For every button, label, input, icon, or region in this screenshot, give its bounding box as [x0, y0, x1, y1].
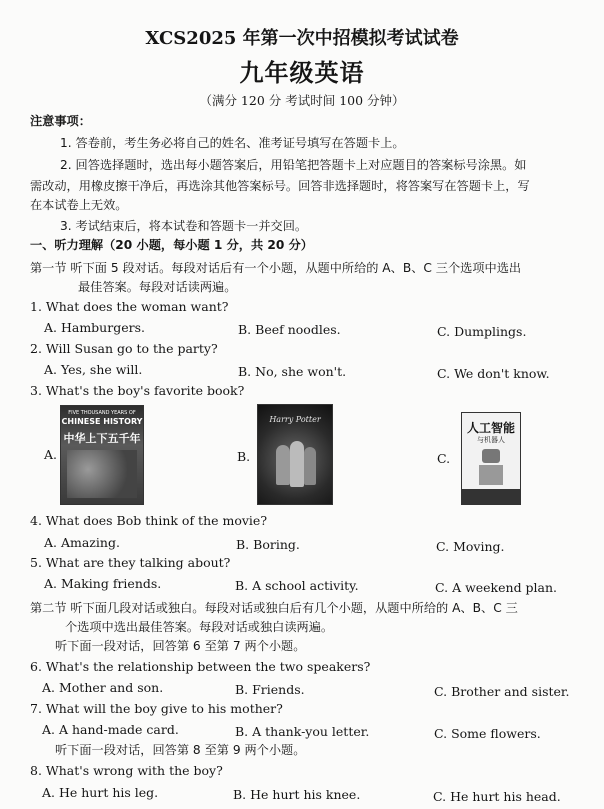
q4-option-b[interactable]: B. Boring. [236, 537, 300, 552]
part2-instructions-line2: 个选项中选出最佳答案。每段对话或独白读两遍。 [65, 620, 334, 634]
q8-option-a[interactable]: A. He hurt his leg. [42, 785, 159, 800]
question-6: 6. What's the relationship between the two speakers? [30, 659, 371, 674]
question-7: 7. What will the boy give to his mother? [30, 701, 283, 716]
book-a-cover-image[interactable] [60, 405, 144, 505]
question-5: 5. What are they talking about? [30, 555, 231, 570]
section1-heading: 一、听力理解（20 小题，每小题 1 分，共 20 分） [30, 238, 313, 252]
notes-heading: 注意事项： [30, 114, 91, 128]
book-b-figure-3 [304, 447, 316, 485]
q1-option-a[interactable]: A. Hamburgers. [44, 320, 145, 335]
question-8: 8. What's wrong with the boy? [30, 763, 223, 778]
q1-option-b[interactable]: B. Beef noodles. [238, 322, 341, 337]
q6-option-c[interactable]: C. Brother and sister. [434, 684, 570, 699]
book-a-top-text: FIVE THOUSAND YEARS OF [68, 410, 136, 416]
book-b-figure-2 [290, 441, 304, 487]
note-2-line3: 在本试卷上无效。 [30, 198, 128, 212]
q5-option-a[interactable]: A. Making friends. [44, 576, 162, 591]
q4-option-c[interactable]: C. Moving. [436, 539, 505, 554]
q5-option-b[interactable]: B. A school activity. [235, 578, 359, 593]
part1-instructions-line1: 第一节 听下面 5 段对话。每段对话后有一个小题，从题中所给的 A、B、C 三个选项中选出 [30, 261, 522, 275]
q7-option-c[interactable]: C. Some flowers. [434, 726, 541, 741]
book-a-chinese-title: 中华上下五千年 [63, 432, 141, 445]
note-3: 3. 考试结束后，将本试卷和答题卡一并交回。 [60, 219, 308, 233]
q2-option-b[interactable]: B. No, she won't. [238, 364, 347, 379]
q3-option-a[interactable]: A. [44, 447, 58, 462]
q3-option-c[interactable]: C. [437, 451, 451, 466]
q8-option-c[interactable]: C. He hurt his head. [433, 789, 561, 804]
book-c-subtitle: 与机器人 [477, 436, 505, 444]
lead-q8-q9: 听下面一段对话，回答第 8 至第 9 两个小题。 [55, 743, 306, 757]
book-c-robot-head [482, 449, 500, 463]
book-b-cover-image[interactable] [257, 404, 333, 505]
exam-title: XCS2025 年第一次中招模拟考试试卷 [145, 28, 459, 49]
book-c-cover-image[interactable] [461, 412, 521, 505]
q1-option-c[interactable]: C. Dumplings. [437, 324, 527, 339]
q7-option-b[interactable]: B. A thank-you letter. [235, 724, 370, 739]
book-b-title: Harry Potter [269, 415, 321, 424]
note-1: 1. 答卷前，考生务必将自己的姓名、准考证号填写在答题卡上。 [60, 136, 405, 150]
note-2-line2: 需改动，用橡皮擦干净后，再选涂其他答案标号。回答非选择题时，将答案写在答题卡上，写 [30, 179, 530, 193]
book-a-english-title: CHINESE HISTORY [61, 417, 143, 426]
q6-option-b[interactable]: B. Friends. [235, 682, 305, 697]
subject-title: 九年级英语 [239, 59, 365, 87]
part1-instructions-line2: 最佳答案。每段对话读两遍。 [78, 280, 237, 294]
q3-option-b[interactable]: B. [237, 449, 251, 464]
q8-option-b[interactable]: B. He hurt his knee. [233, 787, 361, 802]
question-1: 1. What does the woman want? [30, 299, 229, 314]
question-3: 3. What's the boy's favorite book? [30, 383, 245, 398]
part2-instructions-line1: 第二节 听下面几段对话或独白。每段对话或独白后有几个小题，从题中所给的 A、B、C 三 [30, 601, 518, 615]
question-4: 4. What does Bob think of the movie? [30, 513, 268, 528]
note-2-line1: 2. 回答选择题时，选出每小题答案后，用铅笔把答题卡上对应题目的答案标号涂黑。如 [60, 158, 527, 172]
question-2: 2. Will Susan go to the party? [30, 341, 218, 356]
q4-option-a[interactable]: A. Amazing. [44, 535, 120, 550]
book-c-bottom-band [462, 489, 520, 504]
lead-q6-q7: 听下面一段对话，回答第 6 至第 7 两个小题。 [55, 639, 306, 653]
q2-option-a[interactable]: A. Yes, she will. [44, 362, 143, 377]
book-c-robot-body [479, 465, 503, 485]
exam-info: （满分 120 分 考试时间 100 分钟） [199, 93, 405, 108]
q5-option-c[interactable]: C. A weekend plan. [435, 580, 558, 595]
book-c-title: 人工智能 [466, 421, 515, 435]
q6-option-a[interactable]: A. Mother and son. [42, 680, 164, 695]
book-b-figure-1 [276, 445, 290, 485]
book-a-illustration [67, 450, 137, 498]
q7-option-a[interactable]: A. A hand-made card. [42, 722, 179, 737]
q2-option-c[interactable]: C. We don't know. [437, 366, 550, 381]
